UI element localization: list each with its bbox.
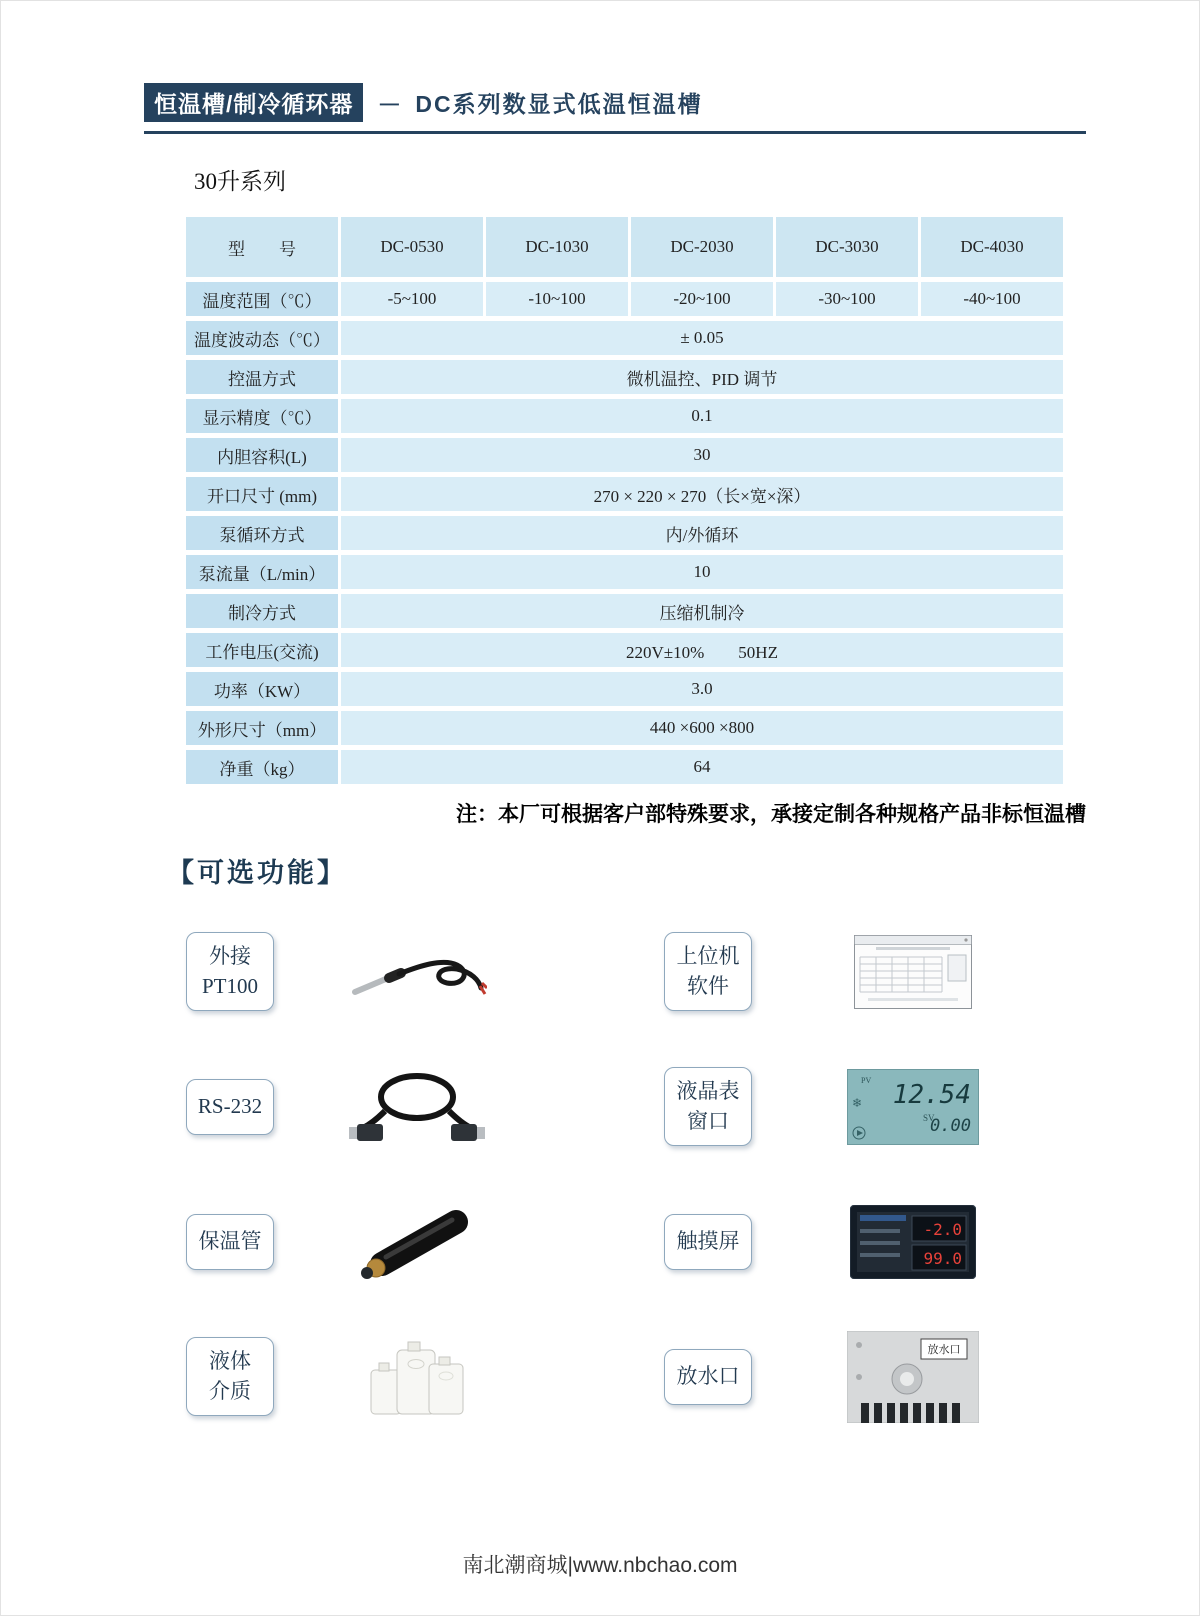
option-label-rs232 <box>186 1079 274 1135</box>
optional-features-title: 【可选功能】 <box>167 858 347 888</box>
spec-value: 3.0 <box>341 672 1063 706</box>
lcd-sv-value: 0.00 <box>930 1115 971 1136</box>
header-subtitle: DC系列数显式低温恒温槽 <box>415 91 703 117</box>
spec-value: -10~100 <box>486 282 628 316</box>
liquid-bottles-image <box>357 1334 477 1420</box>
option-image-slot <box>342 938 492 1006</box>
spec-value: 64 <box>341 750 1063 784</box>
spec-label: 泵循环方式 <box>186 516 338 550</box>
spec-value: -20~100 <box>631 282 773 316</box>
option-label-insulated-tube <box>186 1214 274 1270</box>
spec-label: 泵流量（L/min） <box>186 555 338 589</box>
option-image-slot <box>838 1331 988 1423</box>
pt100-probe-image <box>347 938 487 1006</box>
drain-port-label: 放水口 <box>927 1343 961 1356</box>
option-label-line: PT100 <box>201 973 258 998</box>
spec-label: 开口尺寸 (mm) <box>186 477 338 511</box>
lcd-display-image <box>847 1069 979 1145</box>
model-cell: DC-2030 <box>631 217 773 277</box>
snowflake-icon: ❄ <box>852 1095 863 1110</box>
touch-value-top: -2.0 <box>923 1219 962 1239</box>
spec-value: 0.1 <box>341 399 1063 433</box>
header-dash: － <box>377 92 402 119</box>
option-label-touch-screen <box>664 1214 752 1270</box>
option-row <box>186 1174 1126 1309</box>
option-label-line: 窗口 <box>687 1108 729 1133</box>
spec-label: 内胆容积(L) <box>186 438 338 472</box>
option-image-slot <box>838 1205 988 1279</box>
optional-features-grid <box>186 904 1126 1444</box>
spec-value: 30 <box>341 438 1063 472</box>
page-header <box>144 83 1086 134</box>
option-label-lcd-window <box>664 1067 752 1146</box>
option-image-slot <box>838 935 988 1009</box>
model-cell: DC-4030 <box>921 217 1063 277</box>
option-image-slot <box>838 1069 988 1145</box>
option-image-slot <box>342 1067 492 1147</box>
spec-label: 温度范围（℃） <box>186 282 338 316</box>
insulated-tube-image <box>352 1202 482 1282</box>
spec-table <box>186 217 1063 784</box>
header-badge: 恒温槽/制冷循环器 <box>144 83 363 122</box>
spec-label: 净重（kg） <box>186 750 338 784</box>
series-title: 30升系列 <box>194 169 286 194</box>
spec-label: 功率（KW） <box>186 672 338 706</box>
option-label-line: 触摸屏 <box>676 1228 740 1253</box>
spec-value: 压缩机制冷 <box>341 594 1063 628</box>
option-row <box>186 904 1126 1039</box>
spec-value: 10 <box>341 555 1063 589</box>
spec-label: 显示精度（℃） <box>186 399 338 433</box>
option-image-slot <box>342 1334 492 1420</box>
model-cell: DC-1030 <box>486 217 628 277</box>
option-label-line: 保温管 <box>198 1228 262 1253</box>
spec-value: -40~100 <box>921 282 1063 316</box>
option-row <box>186 1039 1126 1174</box>
option-row <box>186 1309 1126 1444</box>
spec-value: -5~100 <box>341 282 483 316</box>
option-label-pt100 <box>186 932 274 1011</box>
custom-order-note: 注：本厂可根据客户部特殊要求，承接定制各种规格产品非标恒温槽 <box>456 803 1086 826</box>
option-label-software <box>664 932 752 1011</box>
option-label-line: 上位机 <box>676 944 740 969</box>
lcd-pv-value: 12.54 <box>892 1079 971 1110</box>
footer-site-text: 南北潮商城|www.nbchao.com <box>462 1554 738 1577</box>
spec-label: 工作电压(交流) <box>186 633 338 667</box>
option-label-line: 液晶表 <box>676 1079 740 1104</box>
drain-port-image <box>847 1331 979 1423</box>
spec-label: 控温方式 <box>186 360 338 394</box>
spec-value: 270 × 220 × 270（长×宽×深） <box>341 477 1063 511</box>
model-cell: DC-0530 <box>341 217 483 277</box>
lcd-sv-label: SV <box>923 1112 935 1123</box>
table-header-label: 型 号 <box>186 217 338 277</box>
option-label-line: 外接 <box>209 944 251 969</box>
spec-value: -30~100 <box>776 282 918 316</box>
spec-value: ± 0.05 <box>341 321 1063 355</box>
spec-label: 外形尺寸（mm） <box>186 711 338 745</box>
spec-value: 220V±10% 50HZ <box>341 633 1063 667</box>
spec-value: 微机温控、PID 调节 <box>341 360 1063 394</box>
option-label-liquid-medium <box>186 1337 274 1416</box>
option-label-line: RS-232 <box>197 1093 263 1118</box>
software-screenshot-image <box>854 935 972 1009</box>
option-image-slot <box>342 1202 492 1282</box>
spec-value: 440 ×600 ×800 <box>341 711 1063 745</box>
model-cell: DC-3030 <box>776 217 918 277</box>
rs232-cable-image <box>347 1067 487 1147</box>
lcd-pv-label: PV <box>861 1075 872 1085</box>
option-label-line: 介质 <box>209 1378 251 1403</box>
spec-label: 温度波动态（℃） <box>186 321 338 355</box>
spec-value: 内/外循环 <box>341 516 1063 550</box>
spec-label: 制冷方式 <box>186 594 338 628</box>
option-label-line: 放水口 <box>676 1363 740 1388</box>
option-label-line: 液体 <box>209 1349 251 1374</box>
touch-screen-image <box>850 1205 976 1279</box>
option-label-drain-port <box>664 1349 752 1405</box>
touch-value-bottom: 99.0 <box>923 1248 962 1268</box>
option-label-line: 软件 <box>687 973 729 998</box>
